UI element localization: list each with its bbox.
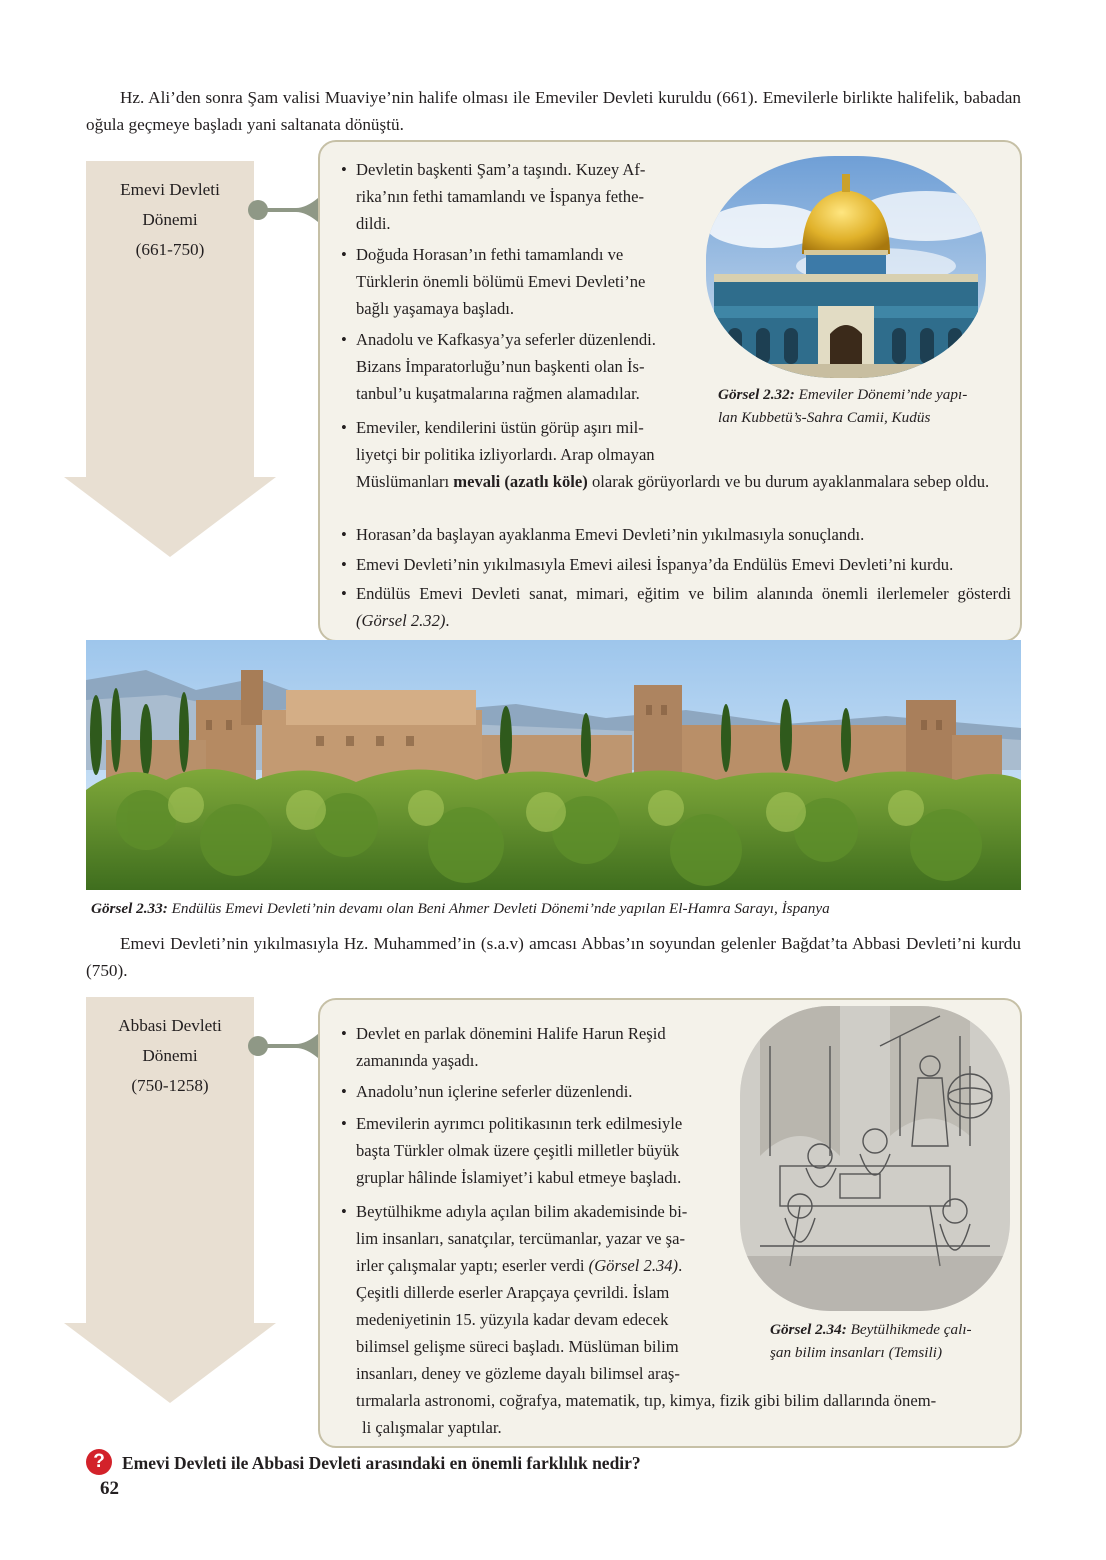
abbasi-bullet-3: • Emevilerin ayrımcı politikasının terk edilmesiyle başta Türkler olmak üzere çeşitli milletler büyük gruplar hâlinde İslamiyet’i kabul etmeye başladı. xyxy=(341,1114,683,1187)
question-mark-icon: ? xyxy=(86,1449,112,1475)
figure-2-32-caption: Görsel 2.32: Emeviler Dönemi’nde yapı- lan Kubbetü’s-Sahra Camii, Kudüs xyxy=(718,386,968,426)
page-number: 62 xyxy=(100,1478,119,1499)
abbasi-bullet-1: • Devlet en parlak dönemini Halife Harun Reşid zamanında yaşadı. xyxy=(341,1024,666,1070)
dome-of-the-rock-image xyxy=(706,156,986,378)
figure-2-33-caption: Görsel 2.33: Endülüs Emevi Devleti’nin devamı olan Beni Ahmer Devleti Dönemi’nde yapılan El-Hamra Sarayı, İspanya xyxy=(91,900,830,917)
emevi-info-box xyxy=(318,140,1022,642)
question-text: Emevi Devleti ile Abbasi Devleti arasındaki en önemli farklılık nedir? xyxy=(122,1453,641,1473)
emevi-connector xyxy=(244,195,324,225)
abbasi-connector xyxy=(244,1031,324,1061)
abbasi-info-box xyxy=(318,998,1022,1448)
emevi-bullet-2: • Doğuda Horasan’ın fethi tamamlandı ve Türklerin önemli bölümü Emevi Devleti’ne bağlı yaşamaya başladı. xyxy=(341,245,646,318)
intro-paragraph-emevi: Hz. Ali’den sonra Şam valisi Muaviye’nin halife olması ile Emeviler Devleti kuruldu (661). Emevilerle birlikte halifelik, babadan oğula geçmeye başladı yani saltanata dönüştü. xyxy=(86,88,1021,134)
alhambra-panorama-image xyxy=(86,640,1021,890)
emevi-bullet-7: • Endülüs Emevi Devleti sanat, mimari, eğitim ve bilim alanında önemli ilerlemeler gösterdi (Görsel 2.32). xyxy=(341,584,1011,630)
review-question xyxy=(86,1449,1021,1477)
emevi-bullet-4: • Emeviler, kendilerini üstün görüp aşırı mil- liyetçi bir politika izliyorlardı. Arap olmayan Müslümanları mevali (azatlı köle) olarak görüyorlardı ve bu durum ayaklanmalara sebep oldu. xyxy=(341,418,990,491)
abbasi-period-arrow xyxy=(64,997,276,1427)
figure-2-34-caption: Görsel 2.34: Beytülhikmede çalı- şan bilim insanları (Temsili) xyxy=(770,1321,972,1361)
emevi-period-label: Emevi Devleti Dönemi (661-750) xyxy=(120,180,220,259)
emevi-bullet-1: • Devletin başkenti Şam’a taşındı. Kuzey Af- rika’nın fethi tamamlandı ve İspanya fethe- dildi. xyxy=(341,160,646,233)
emevi-bullet-3: • Anadolu ve Kafkasya’ya seferler düzenlendi. Bizans İmparatorluğu’nun başkenti olan İs- tanbul’u kuşatmalarına rağmen alamadılar. xyxy=(341,330,656,403)
abbasi-period-label: Abbasi Devleti Dönemi (750-1258) xyxy=(118,1016,222,1095)
abbasi-bullet-4: • Beytülhikme adıyla açılan bilim akademisinde bi- lim insanları, sanatçılar, tercümanlar, yazar ve şa- irler çalışmalar yaptı; eserler verdi (Görsel 2.34). Çeşitli dillerde eserler Arapçaya çevrildi. İslam medeniyetinin 15. yüzyıla kadar devam edecek bilimsel gelişme süreci başladı. Müslüman bilim insanları, deney ve gözleme dayalı bilimsel araş- tırmalarla astronomi, coğrafya, matematik, tıp, kimya, fizik gibi bilim dallarında önem- li çalışmalar yaptılar. xyxy=(341,1202,937,1437)
intro-paragraph-abbasi: Emevi Devleti’nin yıkılmasıyla Hz. Muhammed’in (s.a.v) amcası Abbas’ın soyundan gelenler Bağdat’ta Abbasi Devleti’ni kurdu (750). xyxy=(86,934,1021,980)
emevi-bullet-6: • Emevi Devleti’nin yıkılmasıyla Emevi ailesi İspanya’da Endülüs Emevi Devleti’ni kurdu. xyxy=(341,555,954,574)
beytulhikme-image xyxy=(740,1006,1010,1311)
mevali-term: mevali (azatlı köle) xyxy=(453,472,588,491)
emevi-bullet-5: • Horasan’da başlayan ayaklanma Emevi Devleti’nin yıkılmasıyla sonuçlandı. xyxy=(341,525,865,544)
abbasi-bullet-2: • Anadolu’nun içlerine seferler düzenlendi. xyxy=(341,1082,633,1101)
